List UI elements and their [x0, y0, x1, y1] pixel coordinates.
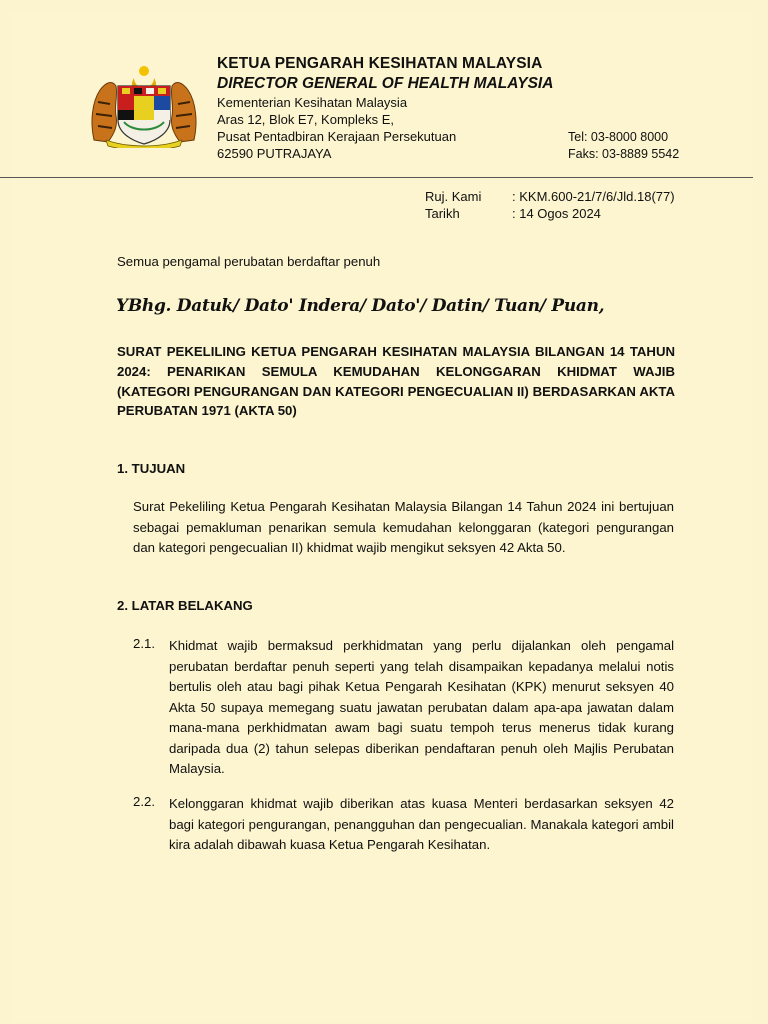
- date-label: Tarikh: [425, 206, 460, 221]
- address-line-4: 62590 PUTRAJAYA: [217, 146, 332, 161]
- item-2-2-number: 2.2.: [133, 794, 155, 809]
- section-2-heading: 2. LATAR BELAKANG: [117, 598, 253, 613]
- reference-label: Ruj. Kami: [425, 189, 482, 204]
- letterhead-title-malay: KETUA PENGARAH KESIHATAN MALAYSIA: [217, 55, 543, 72]
- fax: Faks: 03-8889 5542: [568, 147, 680, 161]
- salutation: YBhg. Datuk/ Dato' Indera/ Dato'/ Datin/ Tuan/ Puan,: [116, 296, 605, 316]
- item-2-2-text: Kelonggaran khidmat wajib diberikan atas kuasa Menteri berdasarkan seksyen 42 bagi kategori pengurangan, penangguhan dan pengecualian. Manakala kategori ambil kira adalah dibawah kuasa Ketua Pengarah Kesihatan.: [169, 796, 674, 852]
- recipient-line: Semua pengamal perubatan berdaftar penuh: [117, 254, 381, 269]
- date-value: : 14 Ogos 2024: [512, 206, 601, 221]
- letterhead-title-english: DIRECTOR GENERAL OF HEALTH MALAYSIA: [217, 75, 554, 92]
- malaysia-coat-of-arms-icon: [88, 62, 200, 148]
- telephone: Tel: 03-8000 8000: [568, 130, 669, 144]
- header-divider: [0, 177, 753, 178]
- item-2-1-text: Khidmat wajib bermaksud perkhidmatan yang perlu dijalankan oleh pengamal perubatan berdaftar penuh seperti yang telah disampaikan kepadanya melalui notis bertulis oleh atau bagi pihak Ketua Pengarah Kesihatan (KPK) menurut seksyen 40 Akta 50 supaya memegang suatu jawatan perubatan dalam apa-apa jawatan dalam mana-mana perkhidmatan awam bagi suatu tempoh terus menerus tidak kurang daripada dua (2) tahun selepas diberikan pendaftaran penuh oleh Majlis Perubatan Malaysia.: [169, 638, 674, 776]
- letter-subject: SURAT PEKELILING KETUA PENGARAH KESIHATAN MALAYSIA BILANGAN 14 TAHUN 2024: PENARIKAN SEMULA KEMUDAHAN KELONGGARAN KHIDMAT WAJIB (KATEGORI PENGURANGAN DAN KATEGORI PENGECUALIAN II) BERDASARKAN AKTA PERUBATAN 1971 (AKTA 50): [117, 344, 675, 419]
- reference-value: : KKM.600-21/7/6/Jld.18(77): [512, 189, 675, 204]
- address-line-1: Kementerian Kesihatan Malaysia: [217, 95, 408, 110]
- address-line-3: Pusat Pentadbiran Kerajaan Persekutuan: [217, 129, 457, 144]
- address-line-2: Aras 12, Blok E7, Kompleks E,: [217, 112, 395, 127]
- item-2-1-number: 2.1.: [133, 636, 155, 651]
- section-1-text: Surat Pekeliling Ketua Pengarah Kesihatan Malaysia Bilangan 14 Tahun 2024 ini bertujuan sebagai pemakluman penarikan semula kemudahan kelonggaran (kategori pengurangan dan kategori pengecualian II) khidmat wajib mengikut seksyen 42 Akta 50.: [133, 499, 674, 555]
- section-1-heading: 1. TUJUAN: [117, 461, 186, 476]
